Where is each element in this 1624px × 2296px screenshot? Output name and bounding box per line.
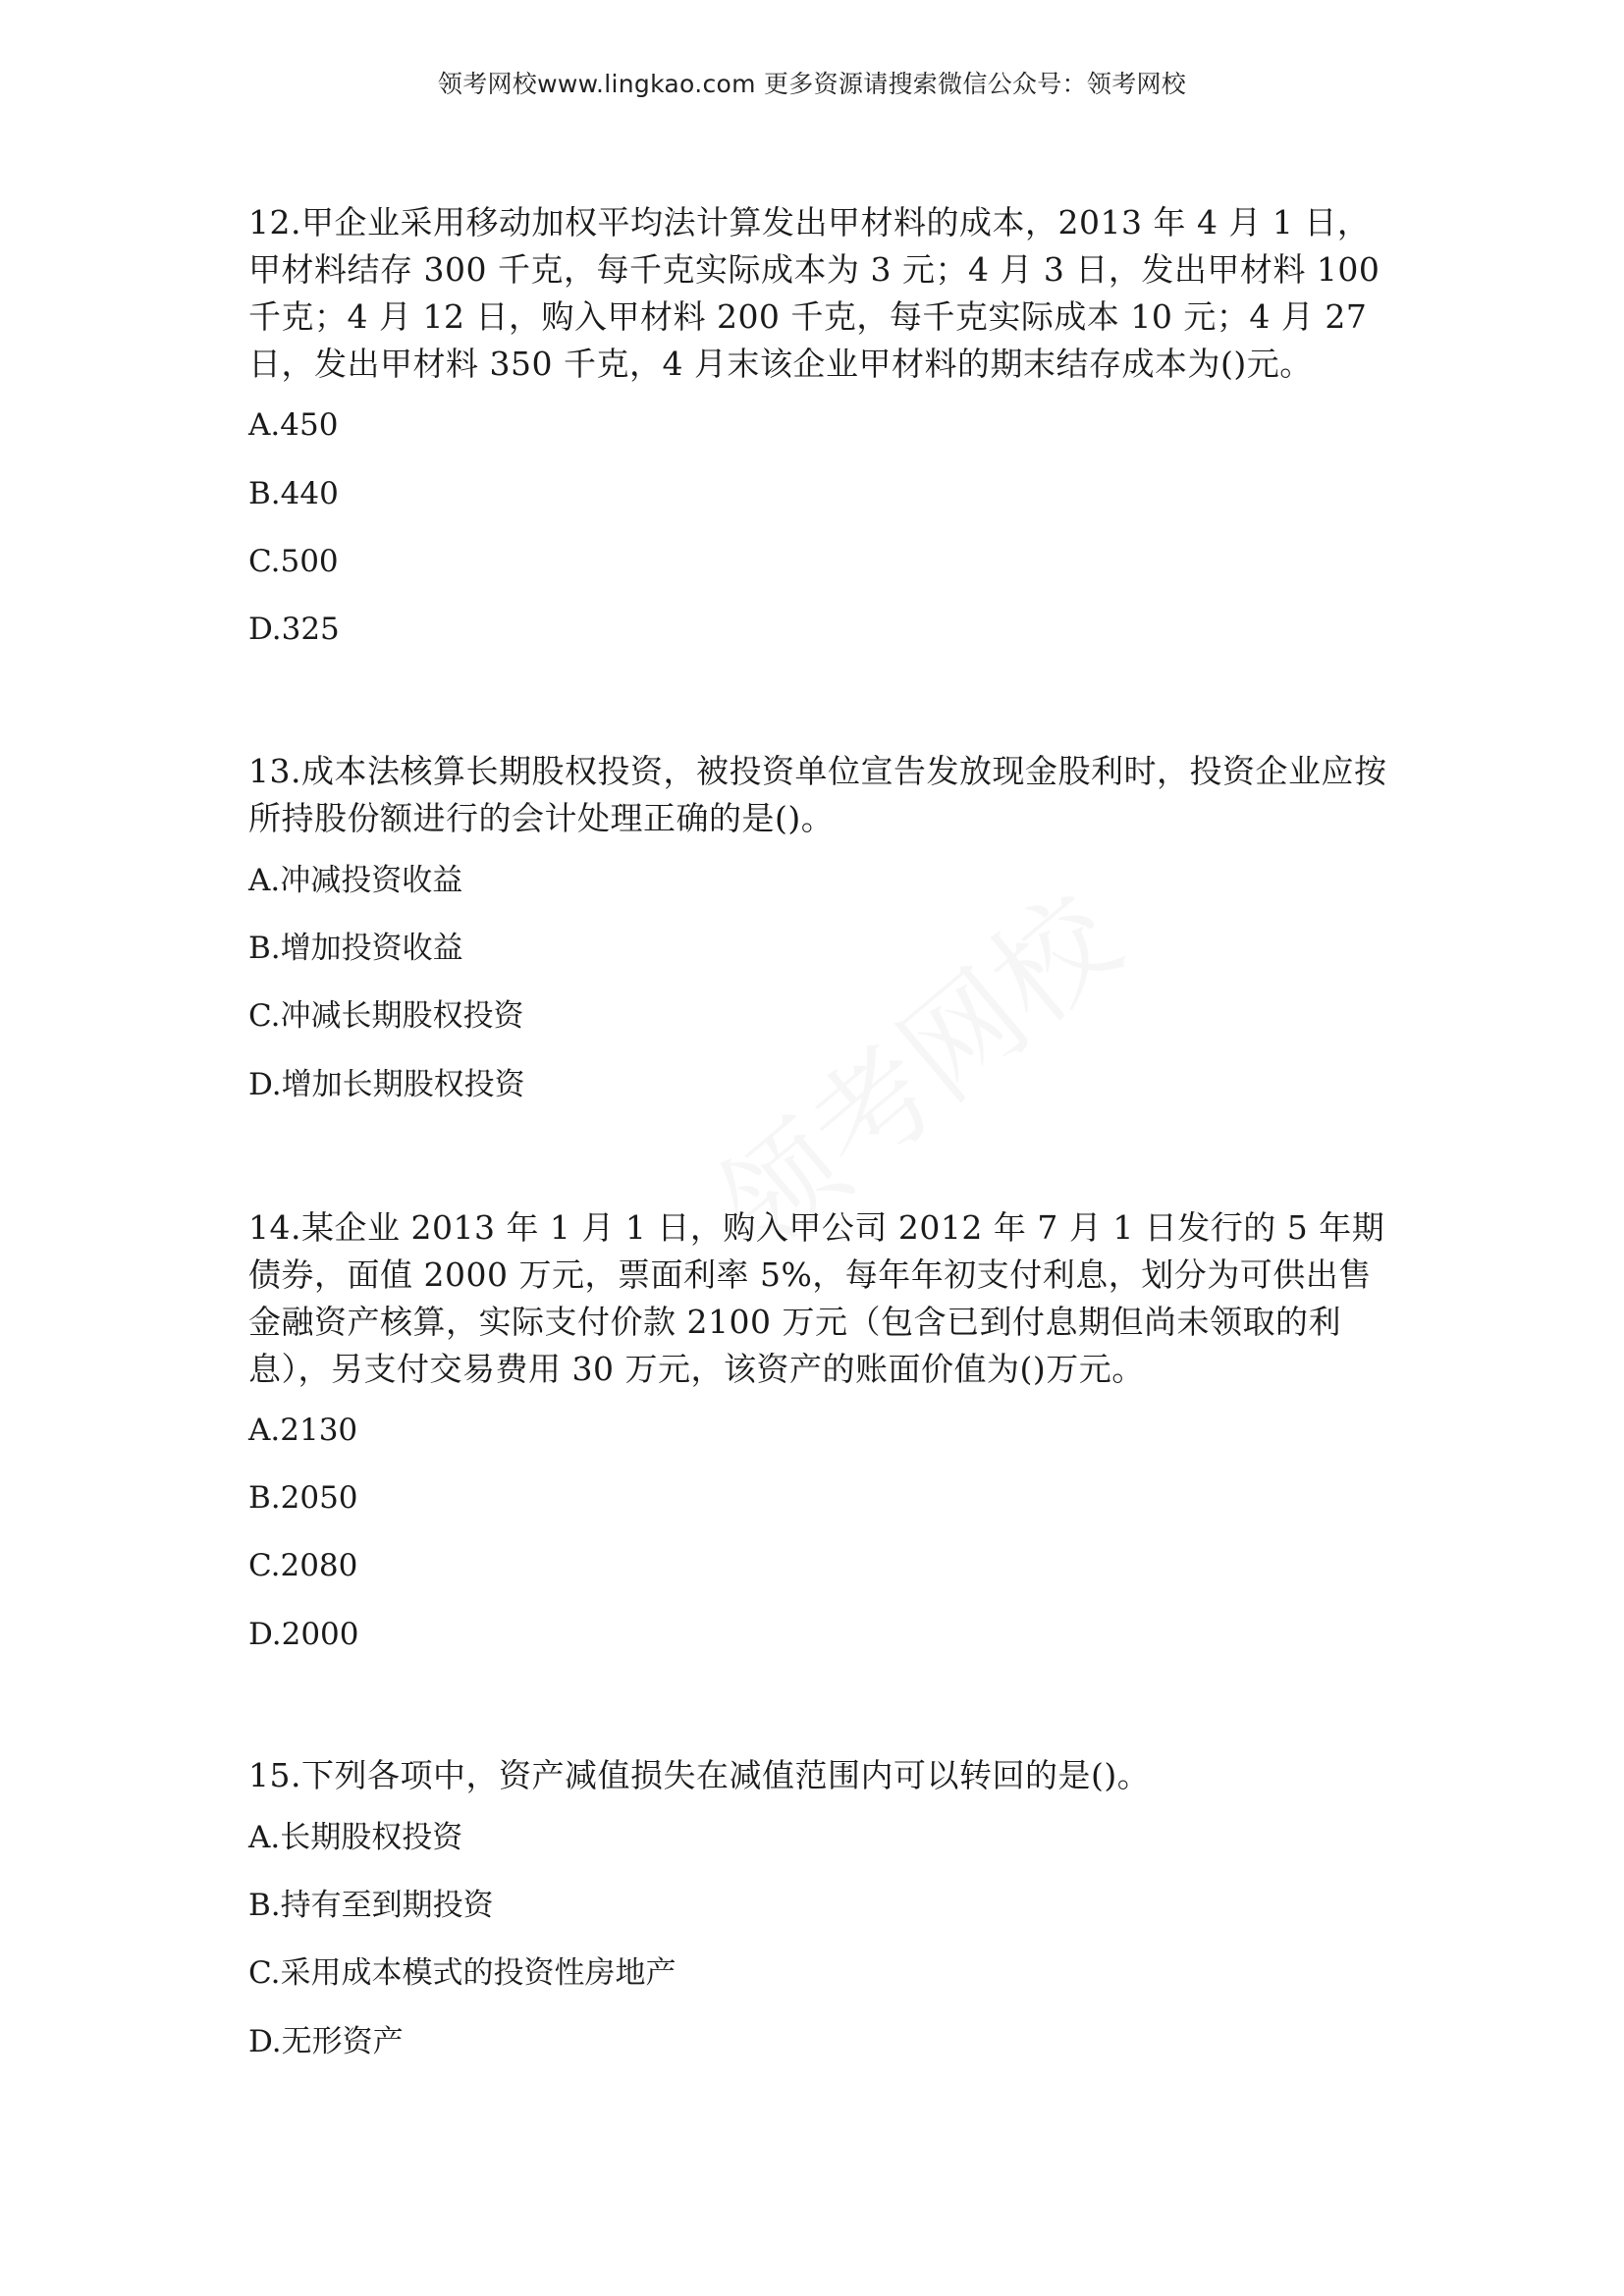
question-stem: 15.下列各项中，资产减值损失在减值范围内可以转回的是()。 [248, 1756, 1151, 1794]
option-d: D.无形资产 [248, 2024, 404, 2059]
option-a: A.长期股权投资 [248, 1820, 463, 1855]
question-12 [248, 199, 1387, 647]
option-c: C.500 [248, 544, 339, 579]
question-13 [248, 748, 1387, 1102]
page-header: 领考网校www.lingkao.com 更多资源请搜索微信公众号：领考网校 [437, 70, 1187, 98]
question-stem: 13.成本法核算长期股权投资，被投资单位宣告发放现金股利时，投资企业应按所持股份额进行的会计处理正确的是()。 [248, 752, 1387, 837]
option-c: C.冲减长期股权投资 [248, 998, 524, 1034]
option-d: D.325 [248, 612, 340, 647]
option-d: D.增加长期股权投资 [248, 1067, 525, 1102]
option-b: B.持有至到期投资 [248, 1888, 494, 1923]
option-a: A.450 [248, 407, 339, 443]
option-c: C.采用成本模式的投资性房地产 [248, 1955, 677, 1991]
option-b: B.2050 [248, 1480, 358, 1516]
option-b: B.增加投资收益 [248, 931, 463, 966]
question-stem: 12.甲企业采用移动加权平均法计算发出甲材料的成本，2013 年 4 月 1 日，甲材料结存 300 千克，每千克实际成本为 3 元；4 月 3 日，发出甲材料 100 千克；4 月 12 日，购入甲材料 200 千克，每千克实际成本 10 元；4 月 27 日，发出甲材料 350 千克，4 月末该企业甲材料的期末结存成本为()元。 [248, 203, 1380, 383]
option-a: A.2130 [248, 1413, 358, 1448]
option-a: A.冲减投资收益 [248, 863, 463, 898]
question-stem: 14.某企业 2013 年 1 月 1 日，购入甲公司 2012 年 7 月 1 日发行的 5 年期债券，面值 2000 万元，票面利率 5%，每年年初支付利息，划分为可供出售金融资产核算，实际支付价款 2100 万元（包含已到付息期但尚未领取的利息），另支付交易费用 30 万元，该资产的账面价值为()万元。 [248, 1208, 1385, 1388]
option-b: B.440 [248, 476, 339, 511]
option-c: C.2080 [248, 1548, 358, 1583]
option-d: D.2000 [248, 1617, 359, 1652]
question-14 [248, 1204, 1387, 1652]
question-15 [248, 1752, 1387, 2059]
